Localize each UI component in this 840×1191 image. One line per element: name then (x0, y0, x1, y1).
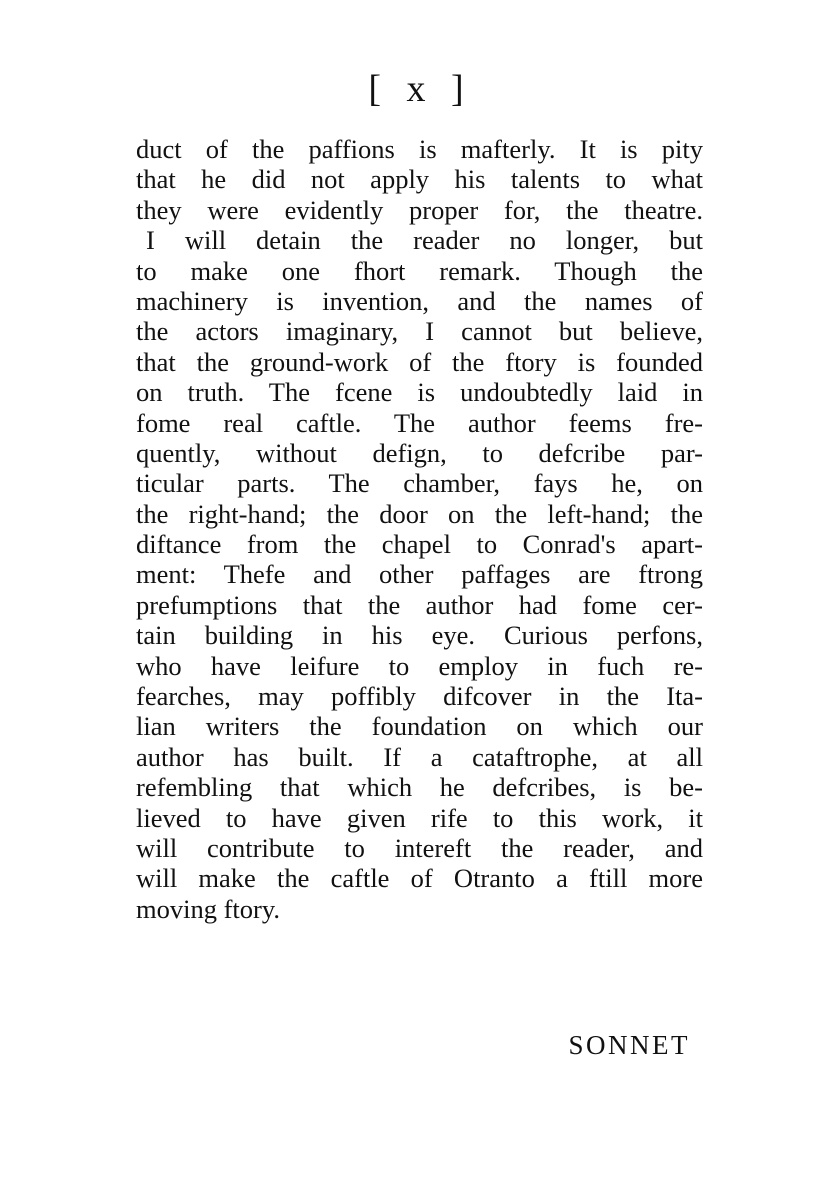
text-line: machinery is invention, and the names of (136, 285, 703, 316)
text-line: will contribute to intereft the reader, and (136, 832, 703, 863)
text-line: who have leifure to employ in fuch re- (136, 650, 703, 681)
text-line: on truth. The fcene is undoubtedly laid in (136, 377, 703, 408)
text-line: that he did not apply his talents to what (136, 164, 703, 195)
text-line: author has built. If a cataftrophe, at all (136, 741, 703, 772)
text-line: I will detain the reader no longer, but (146, 225, 703, 256)
text-line: fearches, may poffibly difcover in the Ita- (136, 681, 703, 712)
body-text (136, 134, 703, 924)
text-line: that the ground-work of the ftory is founded (136, 346, 703, 377)
text-line: prefumptions that the author had fome cer- (136, 589, 703, 620)
text-line: fome real caftle. The author feems fre- (136, 407, 703, 438)
text-line: moving ftory. (136, 893, 281, 924)
text-line: ment: Thefe and other paffages are ftrong (136, 559, 703, 590)
text-line: to make one fhort remark. Though the (136, 255, 703, 286)
text-line: will make the caftle of Otranto a ftill more (136, 863, 703, 894)
text-line: duct of the paffions is mafterly. It is pity (136, 134, 703, 164)
text-line: lieved to have given rife to this work, it (136, 802, 703, 833)
text-line: the right-hand; the door on the left-hand; the (136, 498, 703, 529)
page-number: [ x ] (368, 68, 472, 110)
text-line: quently, without defign, to defcribe par- (136, 437, 703, 468)
text-line: the actors imaginary, I cannot but believe, (136, 316, 703, 347)
catchword: SONNET (568, 1030, 690, 1060)
text-line: refembling that which he defcribes, is be- (136, 772, 703, 803)
text-line: tain building in his eye. Curious perfons, (136, 620, 703, 651)
text-line: diftance from the chapel to Conrad's apart- (136, 529, 703, 560)
text-line: ticular parts. The chamber, fays he, on (136, 468, 703, 499)
text-line: lian writers the foundation on which our (136, 711, 703, 742)
text-line: they were evidently proper for, the theatre. (136, 194, 703, 225)
